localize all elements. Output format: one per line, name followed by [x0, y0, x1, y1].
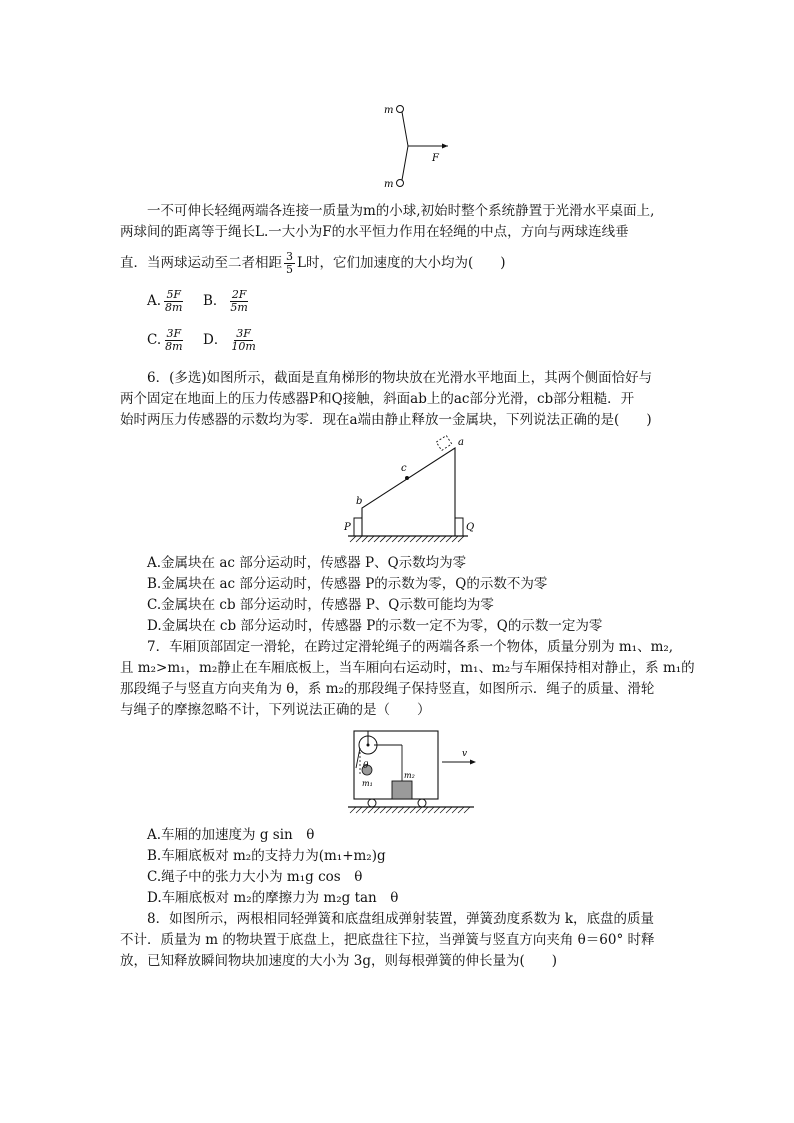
point-c-dot [405, 476, 409, 480]
q8-stem-line2: 不计．质量为 m 的物块置于底盘上，把底盘往下拉，当弹簧与竖直方向夹角 θ＝60° 时释 [120, 932, 655, 948]
q7-option-a: A.车厢的加速度为 g sin θ [147, 827, 315, 843]
q7-stem-line3: 那段绳子与竖直方向夹角为 θ，系 m₂的那段绳子保持竖直，如图所示．绳子的质量、滑轮 [120, 681, 655, 697]
sensor-p [354, 518, 362, 536]
wheel-right [418, 799, 426, 807]
q8-stem-line3: 放，已知释放瞬间物块加速度的大小为 3g，则每根弹簧的伸长量为( ) [120, 953, 558, 969]
frac-num: 2F [231, 288, 247, 301]
frac-den: 8m [165, 340, 183, 353]
option-label: C. [147, 332, 162, 348]
label-m2: m₂ [404, 771, 415, 780]
label-theta: θ [363, 761, 369, 771]
q7-stem-line2: 且 m₂>m₁，m₂静止在车厢底板上，当车厢向右运动时，m₁、m₂与车厢保持相对静止，系 m₁的 [120, 660, 695, 676]
option-label: B． [203, 293, 227, 309]
frac-num: 3F [236, 327, 251, 340]
label-b: b [356, 496, 363, 507]
q7-stem-line1: 7．车厢顶部固定一滑轮，在跨过定滑轮绳子的两端各系一个物体，质量分别为 m₁、m₂, [147, 639, 674, 655]
label-v: v [462, 749, 468, 759]
q7-option-c: C.绳子中的张力大小为 m₁g cos θ [147, 869, 363, 885]
q6-option-d: D.金属块在 cb 部分运动时，传感器 P的示数一定不为零，Q的示数一定为零 [147, 618, 603, 634]
frac-den: 8m [165, 301, 183, 314]
option-fraction [163, 328, 184, 353]
label-p: P [344, 522, 351, 533]
q5-stem-line3-post: L时，它们加速度的大小均为( ) [297, 255, 506, 271]
q5-stem-fraction [284, 251, 295, 276]
mass-top-circle [397, 106, 404, 113]
label-a: a [458, 437, 464, 448]
frac-den: 5m [230, 301, 248, 314]
q7-figure [344, 726, 484, 816]
q6-stem-line1: 6．(多选)如图所示，截面是直角梯形的物块放在光滑水平地面上，其两个侧面恰好与 [147, 370, 653, 386]
frac-num: 3F [166, 327, 182, 340]
ground-hatching [350, 536, 464, 542]
option-fraction [228, 289, 249, 314]
frac-num: 5F [166, 288, 182, 301]
rope-upper [402, 112, 408, 146]
frac-den: 5 [286, 263, 293, 276]
q6-stem-line2: 两个固定在地面上的压力传感器P和Q接触，斜面ab上的ac部分光滑，cb部分粗糙．开 [120, 391, 635, 407]
option-fraction [163, 289, 184, 314]
block-m2 [392, 781, 412, 799]
q5-stem-line3 [120, 251, 506, 276]
q5-figure [370, 98, 460, 193]
q5-option-d [203, 328, 260, 353]
q8-stem-line1: 8．如图所示，两根相同轻弹簧和底盘组成弹射装置，弹簧劲度系数为 k，底盘的质量 [147, 911, 655, 927]
q5-stem-line2: 两球间的距离等于绳长L.一大小为F的水平恒力作用在轻绳的中点，方向与两球连线垂 [120, 224, 629, 240]
metal-block-dashed [436, 436, 452, 451]
q6-figure [340, 432, 475, 548]
rope-to-m1 [356, 748, 360, 768]
q6-option-c: C.金属块在 cb 部分运动时，传感器 P、Q示数可能均为零 [147, 597, 494, 613]
mass-bottom-circle [397, 180, 404, 187]
option-label: A. [147, 293, 162, 309]
q7-option-d: D.车厢底板对 m₂的摩擦力为 m₂g tan θ [147, 890, 399, 906]
frac-num: 3 [286, 250, 293, 263]
q7-stem-line4: 与绳子的摩擦忽略不计，下列说法正确的是（ ） [120, 702, 431, 718]
label-force: F [432, 153, 439, 164]
label-m-bottom: m [384, 179, 394, 190]
q5-option-c [147, 328, 187, 353]
q6-stem-line3: 始时两压力传感器的示数均为零．现在a端由静止释放一金属块，下列说法正确的是( ) [120, 412, 652, 428]
q5-option-a [147, 289, 186, 314]
rope-lower [402, 146, 408, 180]
velocity-arrow-head [470, 760, 476, 765]
q6-option-b: B.金属块在 ac 部分运动时，传感器 P的示数为零，Q的示数不为零 [147, 576, 548, 592]
label-m1: m₁ [362, 779, 373, 788]
q5-stem-line1: 一不可伸长轻绳两端各连接一质量为m的小球,初始时整个系统静置于光滑水平桌面上, [147, 203, 655, 219]
label-q: Q [466, 522, 475, 533]
ground-hatching [350, 807, 470, 813]
q5-option-b [203, 289, 252, 314]
wheel-left [368, 799, 376, 807]
force-arrow-head [442, 144, 448, 149]
q5-stem-line3-pre: 直．当两球运动至二者相距 [120, 255, 282, 271]
option-fraction [229, 328, 257, 353]
frac-den: 10m [231, 340, 256, 353]
trapezoid-block [362, 448, 455, 536]
q7-option-b: B.车厢底板对 m₂的支持力为(m₁+m₂)g [147, 848, 386, 864]
label-c: c [401, 463, 407, 474]
q6-option-a: A.金属块在 ac 部分运动时，传感器 P、Q示数均为零 [147, 555, 467, 571]
option-label: D． [203, 332, 228, 348]
label-m-top: m [384, 105, 394, 116]
sensor-q [455, 518, 463, 536]
